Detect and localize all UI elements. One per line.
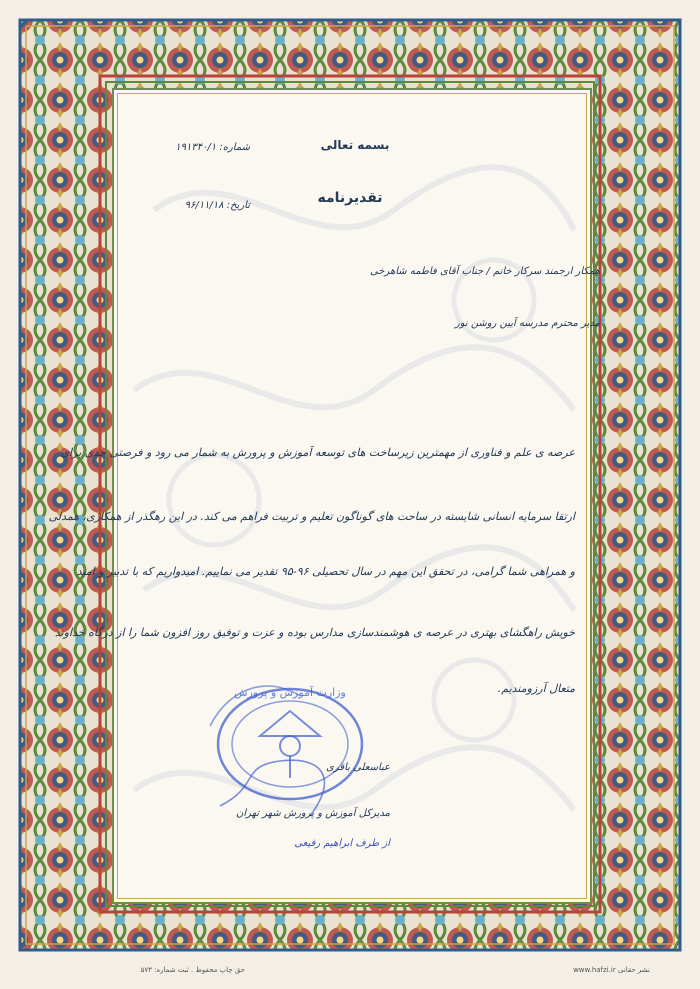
stamp-text: وزارت آموزش و پرورش [234, 686, 346, 699]
on-behalf-line: از طرف ابراهیم رفیعی [294, 838, 390, 849]
body-line: عرصه ی علم و فناوری از مهمترین زیرساخت های توسعه آموزش و پرورش به شمار می رود و فرصتی جدی برای [60, 446, 575, 459]
recipient-line: همکار ارجمند سرکار خانم / جناب آقای فاطمه شاهرخی [369, 266, 600, 277]
signatory-title: مدیرکل آموزش و پرورش شهر تهران [235, 808, 390, 819]
footer-publisher: نشر حقانی www.hafzi.ir [573, 966, 650, 974]
official-stamp [200, 666, 375, 826]
signatory-name: عباسعلی باقری [325, 762, 390, 773]
body-line: خویش راهگشای بهتری در عرصه ی هوشمندسازی مدارس بوده و عزت و توفیق روز افزون شما را از درگاه خداوند [54, 626, 575, 639]
body-line: و همراهی شما گرامی، در تحقق این مهم در سال تحصیلی ۹۶-۹۵ تقدیر می نماییم. امیدواریم که با تدبیر و امید [76, 565, 575, 578]
letter-date: تاریخ: ۹۶/۱۱/۱۸ [184, 200, 250, 211]
school-line: مدیر محترم مدرسه آیین روشن نور [454, 318, 600, 329]
footer-copyright: حق چاپ محفوظ . ثبت شماره: ۵۷۳ [140, 966, 245, 974]
letter-number: شماره: ۱۹۱۳۴۰/۱ [175, 142, 250, 153]
document-title: تقدیرنامه [317, 190, 383, 206]
body-line: ارتقا سرمایه انسانی شایسته در ساحت های گوناگون تعلیم و تربیت فراهم می کند. در این رهگذر از همکاری، همدلی [48, 510, 575, 523]
body-line: متعال آرزومندیم. [497, 682, 575, 695]
invocation-text: بسمه تعالی [320, 138, 390, 152]
